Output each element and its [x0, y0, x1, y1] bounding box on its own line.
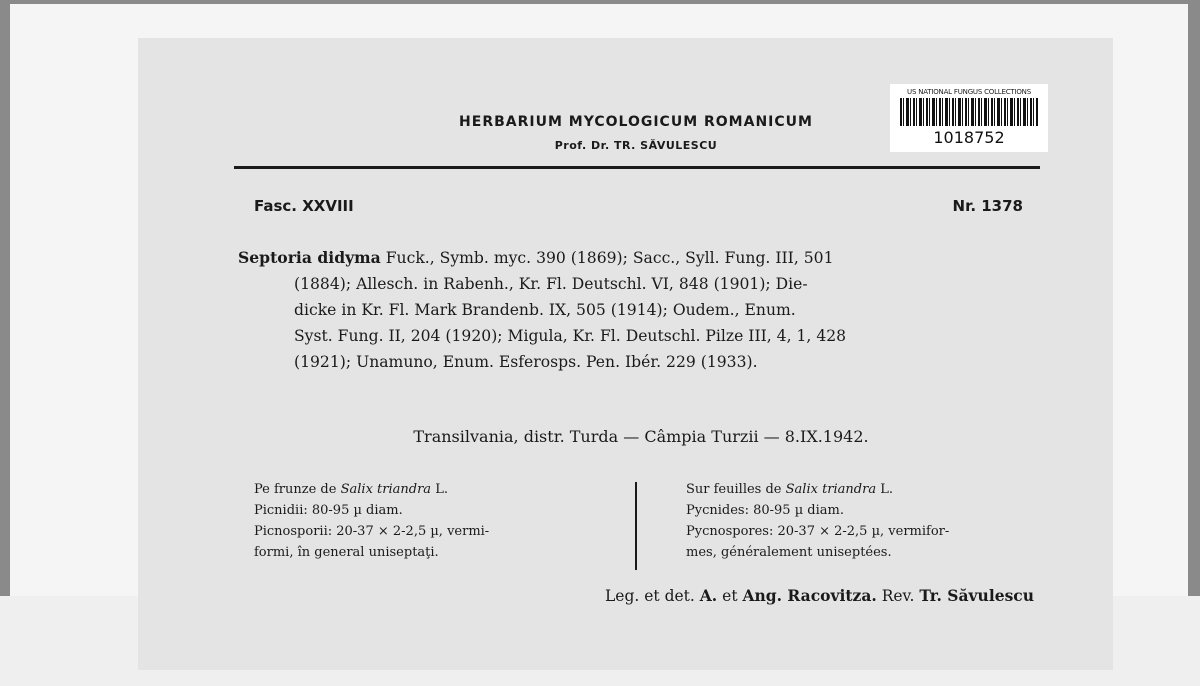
collector-name-2: Ang. Racovitza.	[742, 586, 877, 605]
citation-line	[238, 245, 1044, 271]
description-romanian	[254, 479, 610, 563]
specimen-label	[138, 38, 1113, 670]
citation-line: dicke in Kr. Fl. Mark Brandenb. IX, 505 (1914); Oudem., Enum.	[294, 301, 796, 319]
collector-line	[238, 586, 1044, 605]
citation-text: Fuck., Symb. myc. 390 (1869); Sacc., Syll. Fung. III, 501	[385, 249, 834, 267]
barcode-number: 1018752	[933, 128, 1005, 147]
barcode-label	[890, 84, 1048, 152]
collector-prefix: Leg. et det.	[605, 587, 695, 605]
reviewer-name: Tr. Săvulescu	[919, 586, 1034, 605]
fascicle: Fasc. XXVIII	[254, 197, 354, 215]
citation-line: (1884); Allesch. in Rabenh., Kr. Fl. Deutschl. VI, 848 (1901); Die-	[294, 275, 808, 293]
barcode-institution: US NATIONAL FUNGUS COLLECTIONS	[907, 88, 1031, 96]
host-prefix: Pe frunze de	[254, 482, 337, 497]
description-line: Pycnides: 80-95 µ diam.	[686, 503, 844, 518]
barcode-icon	[900, 98, 1038, 126]
herbarium-title: HERBARIUM MYCOLOGICUM ROMANICUM	[459, 114, 813, 130]
citation-line: Syst. Fung. II, 204 (1920); Migula, Kr. Fl. Deutschl. Pilze III, 4, 1, 428	[294, 327, 847, 345]
host-prefix: Sur feuilles de	[686, 482, 782, 497]
header-divider	[234, 166, 1040, 169]
species-name: Septoria didyma	[238, 248, 381, 267]
reviewer-prefix: Rev.	[881, 587, 915, 605]
description-line: Pycnospores: 20-37 × 2-2,5 µ, vermifor-	[686, 524, 950, 539]
collector-name-1: A.	[699, 586, 718, 605]
citation-line: (1921); Unamuno, Enum. Esferosps. Pen. Ibér. 229 (1933).	[294, 353, 758, 371]
description-line: Picnosporii: 20-37 × 2-2,5 µ, vermi-	[254, 524, 490, 539]
host-suffix: L.	[880, 482, 893, 497]
description-line: formi, în general uniseptaţi.	[254, 545, 439, 560]
description-line: mes, généralement uniseptées.	[686, 545, 892, 560]
host-name: Salix triandra	[340, 482, 432, 497]
host-line	[254, 479, 610, 500]
collector-joiner: et	[722, 587, 738, 605]
locality: Transilvania, distr. Turda — Câmpia Turzii — 8.IX.1942.	[413, 427, 869, 446]
column-divider	[635, 482, 637, 570]
herbarium-subtitle: Prof. Dr. TR. SĂVULESCU	[554, 139, 718, 152]
host-line	[686, 479, 1048, 500]
host-name: Salix triandra	[785, 482, 877, 497]
description-french	[686, 479, 1048, 563]
description-line: Picnidii: 80-95 µ diam.	[254, 503, 403, 518]
host-suffix: L.	[435, 482, 448, 497]
taxon-citation	[238, 245, 1044, 375]
specimen-number: Nr. 1378	[952, 197, 1023, 215]
